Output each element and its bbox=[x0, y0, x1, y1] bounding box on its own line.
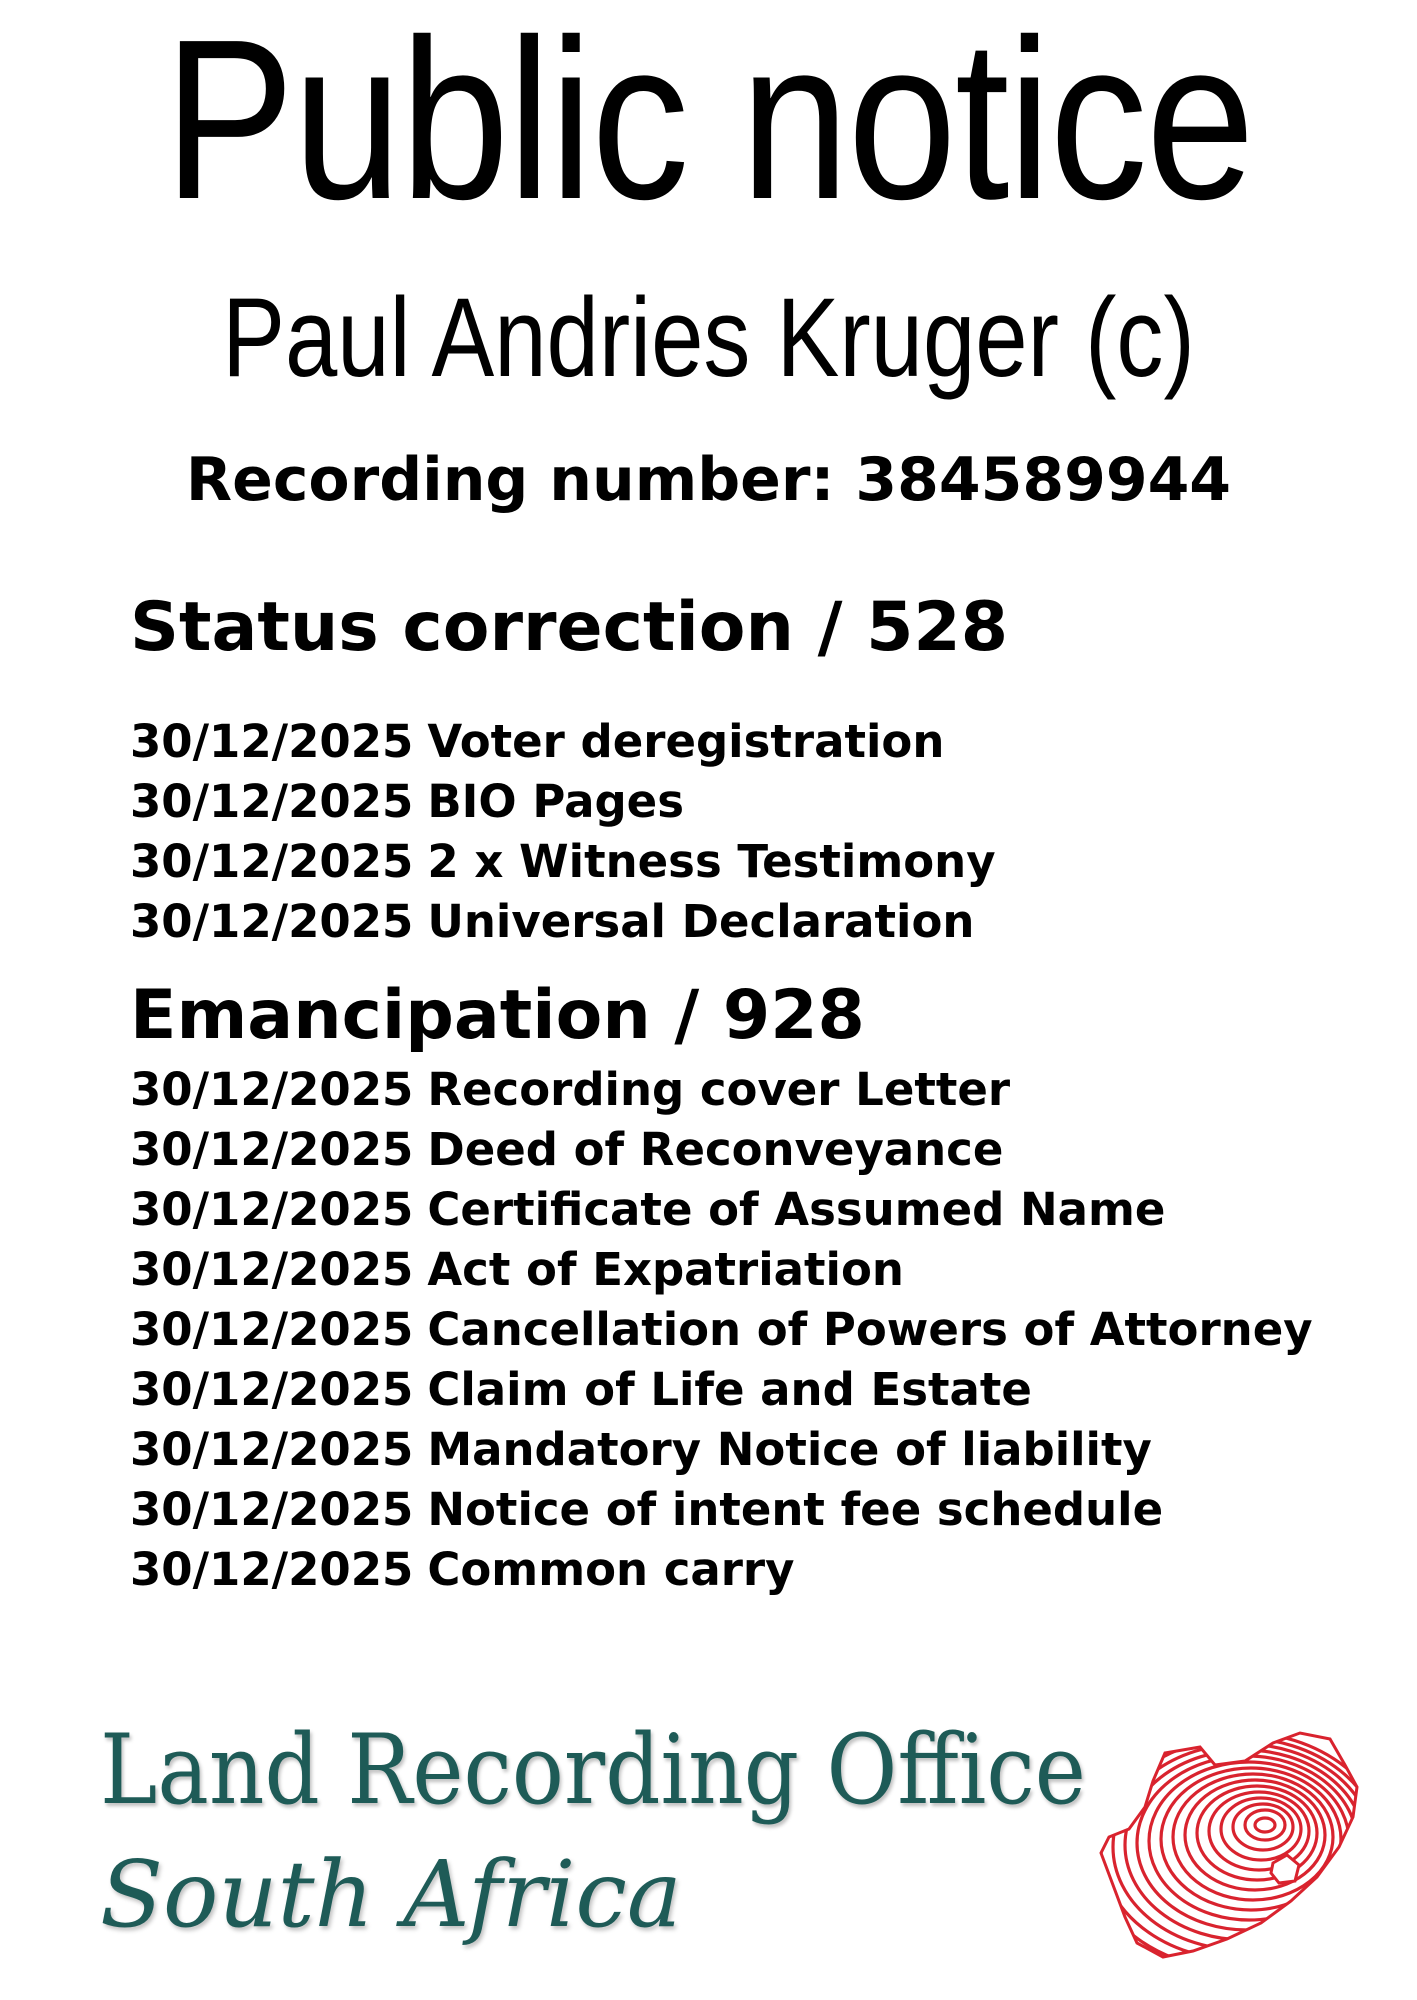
item-text: BIO Pages bbox=[427, 775, 684, 828]
item-text: Recording cover Letter bbox=[427, 1063, 1011, 1116]
list-item bbox=[130, 1240, 1313, 1300]
item-date: 30/12/2025 bbox=[130, 1303, 414, 1356]
item-date: 30/12/2025 bbox=[130, 895, 414, 948]
item-text: Claim of Life and Estate bbox=[427, 1363, 1032, 1416]
list-item bbox=[130, 1360, 1313, 1420]
item-text: Universal Declaration bbox=[427, 895, 975, 948]
section-heading-emancipation: Emancipation / 928 bbox=[130, 976, 865, 1055]
list-item bbox=[130, 1420, 1313, 1480]
list-item bbox=[130, 1120, 1313, 1180]
item-date: 30/12/2025 bbox=[130, 1543, 414, 1596]
item-date: 30/12/2025 bbox=[130, 835, 414, 888]
list-item bbox=[130, 1300, 1313, 1360]
section-heading-status-correction: Status correction / 528 bbox=[130, 588, 1009, 667]
item-text: Common carry bbox=[427, 1543, 795, 1596]
item-text: Certificate of Assumed Name bbox=[427, 1183, 1166, 1236]
item-text: Act of Expatriation bbox=[427, 1243, 904, 1296]
item-date: 30/12/2025 bbox=[130, 775, 414, 828]
item-date: 30/12/2025 bbox=[130, 1123, 414, 1176]
item-text: Mandatory Notice of liability bbox=[427, 1423, 1152, 1476]
list-item bbox=[130, 1480, 1313, 1540]
item-date: 30/12/2025 bbox=[130, 1363, 414, 1416]
item-date: 30/12/2025 bbox=[130, 1063, 414, 1116]
list-item bbox=[130, 772, 996, 832]
item-text: Cancellation of Powers of Attorney bbox=[427, 1303, 1313, 1356]
emancipation-list bbox=[130, 1060, 1313, 1600]
recording-number: Recording number: 384589944 bbox=[185, 445, 1232, 515]
item-text: Voter deregistration bbox=[427, 715, 945, 768]
page-title: Public notice bbox=[163, 0, 1254, 247]
list-item bbox=[130, 832, 996, 892]
item-text: Deed of Reconveyance bbox=[427, 1123, 1004, 1176]
item-date: 30/12/2025 bbox=[130, 1423, 414, 1476]
person-name: Paul Andries Kruger (c) bbox=[222, 275, 1195, 400]
item-date: 30/12/2025 bbox=[130, 1243, 414, 1296]
item-date: 30/12/2025 bbox=[130, 1483, 414, 1536]
list-item bbox=[130, 1060, 1313, 1120]
list-item bbox=[130, 892, 996, 952]
logo-text-south-africa: South Africa bbox=[100, 1841, 682, 1948]
list-item bbox=[130, 1540, 1313, 1600]
item-date: 30/12/2025 bbox=[130, 715, 414, 768]
south-africa-fingerprint-map-icon bbox=[1095, 1725, 1365, 1975]
item-text: Notice of intent fee schedule bbox=[427, 1483, 1164, 1536]
item-text: 2 x Witness Testimony bbox=[427, 835, 996, 888]
list-item bbox=[130, 1180, 1313, 1240]
logo-text-land-recording-office: Land Recording Office bbox=[100, 1714, 1086, 1826]
list-item bbox=[130, 712, 996, 772]
status-correction-list bbox=[130, 712, 996, 952]
item-date: 30/12/2025 bbox=[130, 1183, 414, 1236]
